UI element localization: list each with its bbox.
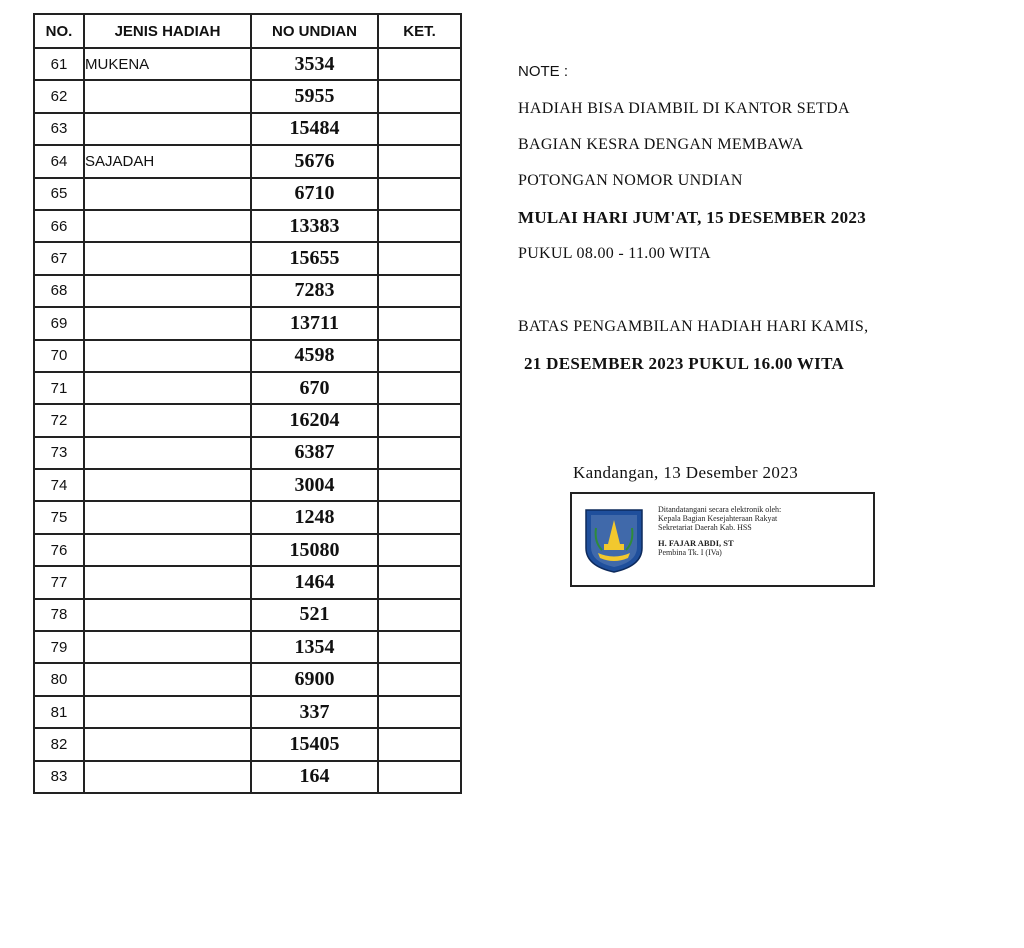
remarks [378,178,461,210]
table-row [34,437,461,469]
row-number: 71 [34,372,84,404]
row-number: 64 [34,145,84,177]
prize-type [84,534,251,566]
table-row [34,599,461,631]
table-row [34,501,461,533]
prize-type [84,178,251,210]
prize-type [84,761,251,793]
table-row [34,48,461,80]
lottery-number: 15080 [251,534,378,566]
prize-type [84,210,251,242]
prize-type [84,696,251,728]
prize-type [84,566,251,598]
signer-rank: Pembina Tk. I (IVa) [658,548,722,557]
remarks [378,404,461,436]
row-number: 79 [34,631,84,663]
row-number: 63 [34,113,84,145]
table-row [34,340,461,372]
lottery-number: 15484 [251,113,378,145]
lottery-number: 4598 [251,340,378,372]
prize-type [84,80,251,112]
remarks [378,696,461,728]
row-number: 72 [34,404,84,436]
lottery-number: 5955 [251,80,378,112]
prize-type [84,275,251,307]
regency-emblem-icon [584,508,644,574]
prize-type [84,404,251,436]
header-no: NO. [34,14,84,48]
table-row [34,178,461,210]
header-no-undian: NO UNDIAN [251,14,378,48]
remarks [378,210,461,242]
lottery-number: 3534 [251,48,378,80]
table-header-row [34,14,461,48]
prize-table [33,13,462,794]
table-row [34,242,461,274]
row-number: 67 [34,242,84,274]
remarks [378,340,461,372]
lottery-number: 164 [251,761,378,793]
table-row [34,761,461,793]
prize-type [84,501,251,533]
remarks [378,145,461,177]
lottery-number: 6900 [251,663,378,695]
signer-name: H. FAJAR ABDI, ST [658,538,734,548]
lottery-number: 1464 [251,566,378,598]
prize-type [84,307,251,339]
table-row [34,566,461,598]
row-number: 73 [34,437,84,469]
remarks [378,437,461,469]
row-number: 81 [34,696,84,728]
table-row [34,663,461,695]
note-line-start-date: MULAI HARI JUM'AT, 15 DESEMBER 2023 [518,208,866,227]
remarks [378,113,461,145]
table-row [34,145,461,177]
row-number: 69 [34,307,84,339]
lottery-number: 7283 [251,275,378,307]
remarks [378,242,461,274]
lottery-number: 13383 [251,210,378,242]
row-number: 78 [34,599,84,631]
note-line-2: BAGIAN KESRA DENGAN MEMBAWA [518,136,804,153]
prize-type [84,663,251,695]
note-line-deadline: BATAS PENGAMBILAN HADIAH HARI KAMIS, [518,318,869,335]
note-label: NOTE : [518,63,569,80]
prize-type: SAJADAH [84,145,251,177]
lottery-number: 337 [251,696,378,728]
table-row [34,404,461,436]
row-number: 77 [34,566,84,598]
row-number: 66 [34,210,84,242]
remarks [378,275,461,307]
remarks [378,663,461,695]
remarks [378,599,461,631]
place-date: Kandangan, 13 Desember 2023 [573,463,799,482]
row-number: 76 [34,534,84,566]
remarks [378,501,461,533]
prize-type [84,631,251,663]
prize-type [84,728,251,760]
row-number: 70 [34,340,84,372]
remarks [378,761,461,793]
remarks [378,566,461,598]
lottery-number: 5676 [251,145,378,177]
remarks [378,80,461,112]
remarks [378,534,461,566]
prize-type [84,372,251,404]
note-line-3: POTONGAN NOMOR UNDIAN [518,172,743,189]
table-row [34,113,461,145]
note-line-1: HADIAH BISA DIAMBIL DI KANTOR SETDA [518,100,850,117]
row-number: 74 [34,469,84,501]
row-number: 62 [34,80,84,112]
signature-text-block [658,505,781,557]
remarks [378,728,461,760]
prize-type [84,340,251,372]
remarks [378,372,461,404]
table-row [34,80,461,112]
table-row [34,631,461,663]
lottery-number: 1248 [251,501,378,533]
table-row [34,210,461,242]
prize-type [84,437,251,469]
lottery-number: 521 [251,599,378,631]
remarks [378,48,461,80]
lottery-number: 15655 [251,242,378,274]
table-row [34,372,461,404]
lottery-number: 6387 [251,437,378,469]
remarks [378,469,461,501]
row-number: 61 [34,48,84,80]
electronic-signature-box [570,492,875,587]
row-number: 83 [34,761,84,793]
lottery-number: 670 [251,372,378,404]
prize-type [84,599,251,631]
row-number: 82 [34,728,84,760]
header-jenis-hadiah: JENIS HADIAH [84,14,251,48]
table-row [34,728,461,760]
lottery-number: 15405 [251,728,378,760]
signed-by-label: Ditandatangani secara elektronik oleh: [658,505,782,514]
prize-type [84,469,251,501]
lottery-number: 13711 [251,307,378,339]
table-row [34,534,461,566]
signer-office: Sekretariat Daerah Kab. HSS [658,523,752,532]
row-number: 80 [34,663,84,695]
lottery-number: 1354 [251,631,378,663]
lottery-number: 6710 [251,178,378,210]
signer-position: Kepala Bagian Kesejahteraan Rakyat [658,514,778,523]
row-number: 75 [34,501,84,533]
prize-type: MUKENA [84,48,251,80]
table-row [34,307,461,339]
header-ket: KET. [378,14,461,48]
remarks [378,631,461,663]
remarks [378,307,461,339]
prize-type [84,242,251,274]
prize-type [84,113,251,145]
table-row [34,275,461,307]
table-row [34,469,461,501]
row-number: 65 [34,178,84,210]
lottery-number: 3004 [251,469,378,501]
table-row [34,696,461,728]
row-number: 68 [34,275,84,307]
note-line-deadline-date: 21 DESEMBER 2023 PUKUL 16.00 WITA [524,354,845,373]
lottery-number: 16204 [251,404,378,436]
note-line-hours: PUKUL 08.00 - 11.00 WITA [518,245,711,262]
